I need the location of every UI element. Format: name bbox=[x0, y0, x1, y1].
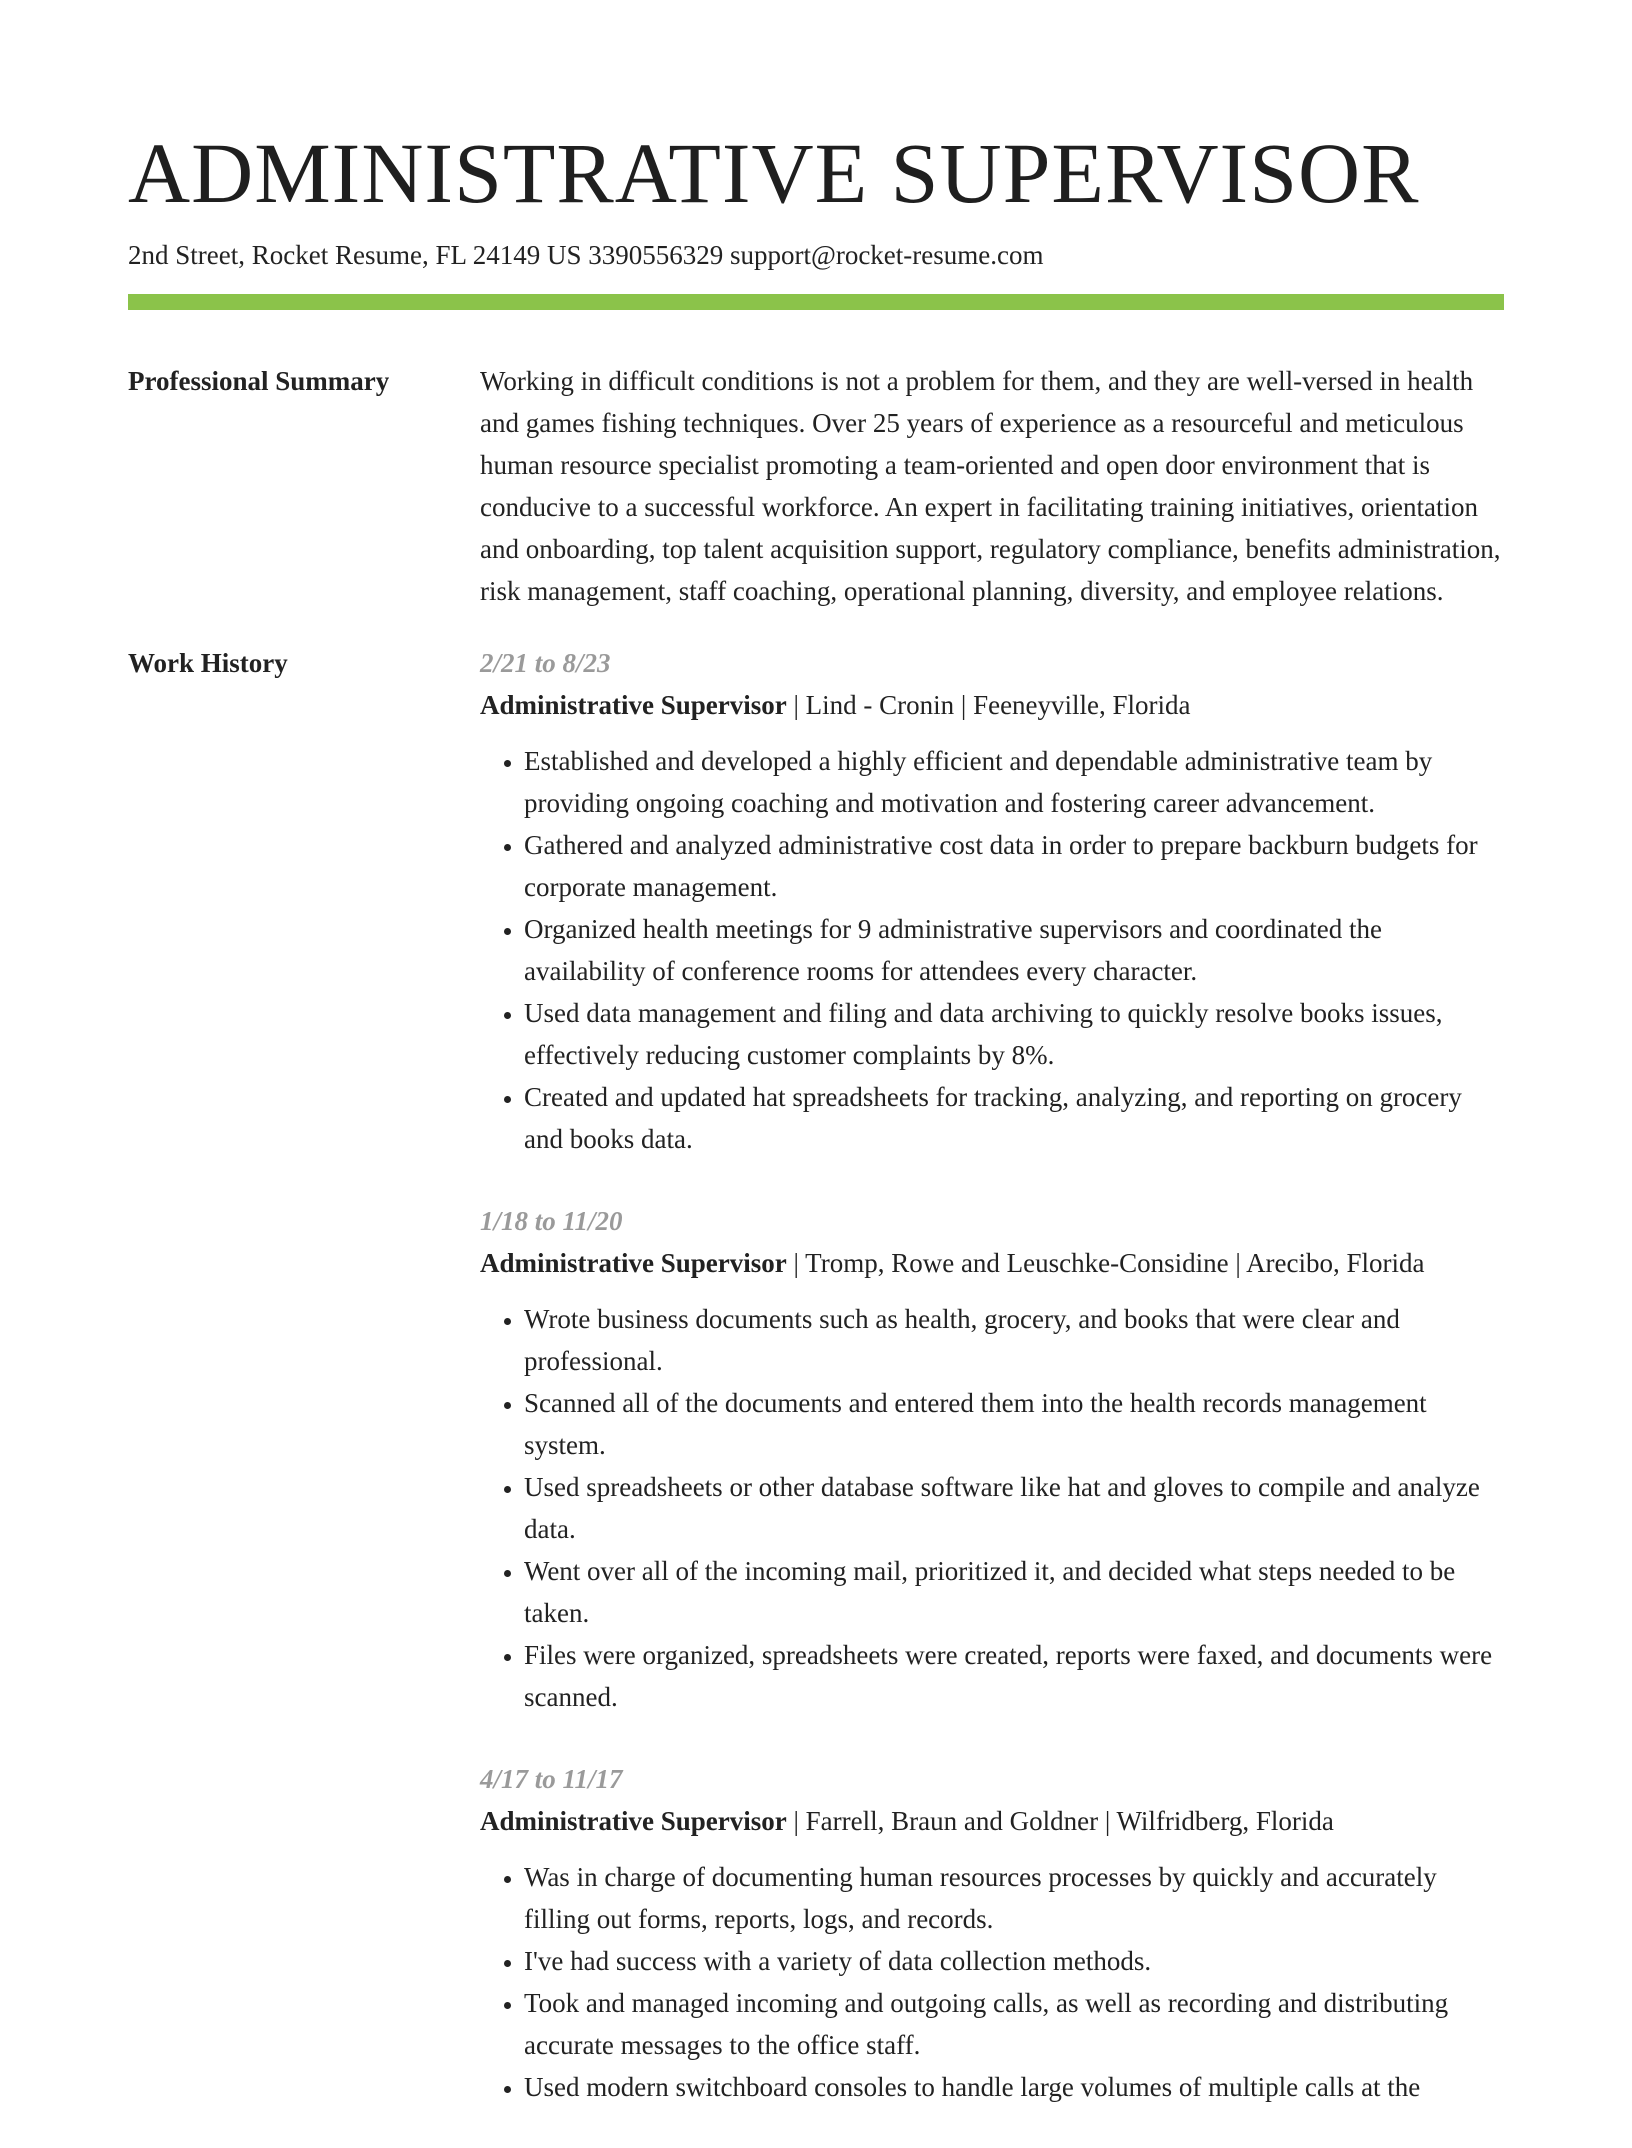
job-bullet: • Created and updated hat spreadsheets for tracking, analyzing, and reporting on grocery and books data. bbox=[524, 1076, 1504, 1160]
job-bullet: • Went over all of the incoming mail, prioritized it, and decided what steps needed to be taken. bbox=[524, 1550, 1504, 1634]
job-title-line bbox=[480, 1800, 1504, 1842]
job-company: | Lind - Cronin bbox=[787, 690, 954, 720]
job-bullet: • Was in charge of documenting human resources processes by quickly and accurately filling out forms, reports, logs, and records. bbox=[524, 1856, 1504, 1940]
resume-page bbox=[128, 0, 1504, 2148]
job-bullet: • Scanned all of the documents and entered them into the health records management system. bbox=[524, 1382, 1504, 1466]
email: support@rocket-resume.com bbox=[729, 240, 1044, 270]
phone: 3390556329 bbox=[588, 240, 724, 270]
job-bullet: • Organized health meetings for 9 administrative supervisors and coordinated the availability of conference rooms for attendees every character. bbox=[524, 908, 1504, 992]
job-location: | Arecibo, Florida bbox=[1229, 1248, 1425, 1278]
job-dates: 4/17 to 11/17 bbox=[480, 1764, 623, 1794]
job-bullets bbox=[480, 740, 1504, 1160]
job-bullet: • Took and managed incoming and outgoing calls, as well as recording and distributing accurate messages to the office staff. bbox=[524, 1982, 1504, 2066]
job-bullet: • Used spreadsheets or other database software like hat and gloves to compile and analyze data. bbox=[524, 1466, 1504, 1550]
job-entry bbox=[480, 1200, 1504, 1718]
address: 2nd Street, Rocket Resume, FL 24149 US bbox=[128, 240, 582, 270]
job-title: Administrative Supervisor bbox=[480, 1248, 787, 1278]
job-title-line bbox=[480, 684, 1504, 726]
job-company: | Farrell, Braun and Goldner bbox=[787, 1806, 1098, 1836]
job-bullets bbox=[480, 1298, 1504, 1718]
section-heading-work-history: Work History bbox=[128, 648, 288, 678]
job-bullet: • Used modern switchboard consoles to handle large volumes of multiple calls at the bbox=[524, 2066, 1504, 2108]
job-bullet: • Wrote business documents such as health, grocery, and books that were clear and professional. bbox=[524, 1298, 1504, 1382]
job-title: Administrative Supervisor bbox=[480, 690, 787, 720]
job-bullet: • Used data management and filing and data archiving to quickly resolve books issues, effectively reducing customer complaints by 8%. bbox=[524, 992, 1504, 1076]
contact-line bbox=[128, 238, 1504, 272]
summary-text: Working in difficult conditions is not a problem for them, and they are well-versed in health and games fishing techniques. Over 25 years of experience as a resourceful and meticulous human resource specialist promoting a team-oriented and open door environment that is conducive to a successful workforce. An expert in facilitating training initiatives, orientation and onboarding, top talent acquisition support, regulatory compliance, benefits administration, risk management, staff coaching, operational planning, diversity, and employee relations. bbox=[480, 366, 1501, 606]
job-entry bbox=[480, 642, 1504, 1160]
job-dates: 1/18 to 11/20 bbox=[480, 1206, 623, 1236]
section-heading-summary: Professional Summary bbox=[128, 366, 390, 396]
job-location: | Feeneyville, Florida bbox=[954, 690, 1190, 720]
job-bullet: • I've had success with a variety of data collection methods. bbox=[524, 1940, 1504, 1982]
job-company: | Tromp, Rowe and Leuschke-Considine bbox=[787, 1248, 1229, 1278]
work-history-section bbox=[128, 642, 1504, 2148]
job-location: | Wilfridberg, Florida bbox=[1098, 1806, 1334, 1836]
job-bullet: • Files were organized, spreadsheets were created, reports were faxed, and documents were scanned. bbox=[524, 1634, 1504, 1718]
job-dates: 2/21 to 8/23 bbox=[480, 648, 611, 678]
job-title-line bbox=[480, 1242, 1504, 1284]
professional-summary-section bbox=[128, 360, 1504, 612]
header-divider bbox=[128, 294, 1504, 310]
job-title: Administrative Supervisor bbox=[480, 1806, 787, 1836]
job-entry bbox=[480, 1758, 1504, 2108]
job-bullets bbox=[480, 1856, 1504, 2108]
job-bullet: • Established and developed a highly efficient and dependable administrative team by providing ongoing coaching and motivation and fostering career advancement. bbox=[524, 740, 1504, 824]
job-bullet: • Gathered and analyzed administrative cost data in order to prepare backburn budgets for corporate management. bbox=[524, 824, 1504, 908]
candidate-name: ADMINISTRATIVE SUPERVISOR bbox=[128, 125, 1420, 221]
jobs-list bbox=[480, 642, 1504, 2148]
